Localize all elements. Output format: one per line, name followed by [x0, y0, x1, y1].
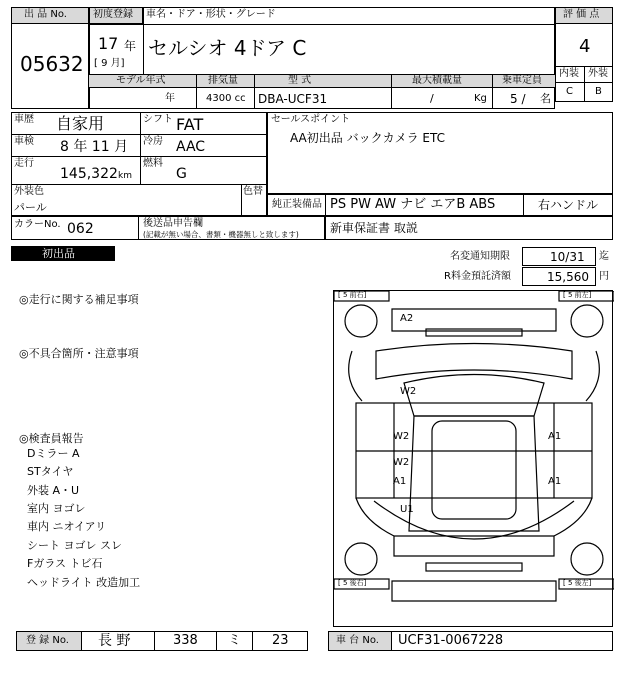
mark-front-left: A1 [548, 431, 562, 442]
remarks-inspector: ◎検査員報告 [19, 432, 84, 445]
first-listing-text: 初出品 [42, 247, 75, 260]
sales-point-text: AA初出品 バックカメラ ETC [290, 131, 445, 145]
recolor-label: 色替 [243, 186, 263, 197]
remarks-driving: ◎走行に関する補足事項 [19, 293, 139, 306]
tire-front-right: [ 5 前右] [338, 291, 367, 299]
chassis-label: 車 台 No. [336, 635, 379, 646]
postwarrant-label: 後送品申告欄 [143, 218, 203, 229]
score-value: 4 [579, 36, 591, 57]
load-value: / [430, 92, 434, 105]
capacity-value: 5 / [510, 92, 526, 106]
color-no-value: 062 [67, 221, 94, 237]
postwarrant-note: (記載が無い場合、書類・機器無しと致します) [143, 230, 299, 239]
reg-month: [ 9 月] [94, 58, 125, 69]
equipment-items: PS PW AW ナビ エアB ABS [330, 197, 496, 212]
name-label: 車名・ドア・形状・グレード [146, 9, 276, 20]
fuel-label: 燃料 [143, 158, 163, 169]
remark-line: 車内 ニオイアリ [27, 520, 107, 533]
displacement-value: 4300 cc [206, 93, 246, 104]
exterior-grade: B [595, 86, 602, 97]
tire-front-left: [ 5 前左] [563, 291, 592, 299]
ac-value: AAC [176, 139, 206, 155]
mark-rear-door-left: A1 [548, 476, 562, 487]
capacity-label: 乗車定員 [502, 75, 542, 86]
mark-rear-quarter: U1 [400, 504, 414, 515]
remark-line: STタイヤ [27, 465, 74, 478]
reg-no-label: 登 録 No. [26, 635, 69, 646]
mark-front-right: W2 [393, 431, 410, 442]
handle-value: 右ハンドル [538, 198, 599, 212]
displacement-label: 排気量 [208, 75, 238, 86]
mileage-label: 走行 [14, 158, 34, 169]
reg-label: 初度登録 [93, 9, 133, 20]
recycle-label: R料金預託済額 [444, 271, 511, 282]
ac-label: 冷房 [143, 136, 163, 147]
mileage-value: 145,322 [60, 166, 118, 182]
mark-front-bumper: A2 [400, 313, 414, 324]
sales-point-label: セールスポイント [271, 114, 351, 125]
inspection-label: 車検 [14, 136, 34, 147]
reg-region: 長 野 [98, 633, 131, 649]
deadline-label: 名変通知期限 [450, 251, 510, 262]
capacity-unit: 名 [540, 92, 551, 105]
color-no-label: カラーNo. [14, 219, 61, 230]
model-year-unit: 年 [165, 93, 175, 104]
reg-class-no: 338 [173, 633, 198, 648]
deadline-unit: 迄 [599, 251, 609, 262]
interior-grade: C [566, 86, 573, 97]
mark-rear-door-right-w: W2 [393, 457, 410, 468]
tire-rear-right: [ 5 後右] [338, 579, 367, 587]
model-code: DBA-UCF31 [258, 92, 328, 106]
remark-line: シート ヨゴレ スレ [27, 539, 122, 552]
remark-line: 室内 ヨゴレ [27, 502, 86, 515]
load-label: 最大積載量 [412, 75, 462, 86]
shift-label: シフト [143, 114, 173, 125]
shift-value: FAT [176, 115, 204, 134]
tire-rear-left: [ 5 後左] [563, 579, 592, 587]
lot-number: 05632 [20, 52, 84, 76]
extra-equipment: 新車保証書 取説 [330, 221, 418, 235]
color-label: 外装色 [14, 186, 44, 197]
car-outline [334, 291, 614, 628]
mark-hood: W2 [400, 386, 417, 397]
type-label: 型 式 [288, 75, 312, 86]
deadline-value: 10/31 [550, 250, 585, 264]
interior-label: 内装 [559, 68, 579, 79]
remark-line: 外装 A・U [27, 484, 80, 497]
fuel-value: G [176, 166, 187, 182]
exterior-label: 外装 [588, 68, 608, 79]
mark-rear-door-right-a: A1 [393, 476, 407, 487]
reg-kana: ミ [228, 633, 242, 648]
reg-number: 23 [272, 633, 289, 648]
model-year-label: モデル年式 [116, 75, 166, 86]
history-value: 自家用 [56, 114, 105, 133]
recycle-unit: 円 [599, 271, 609, 282]
reg-year: 17 [98, 34, 119, 53]
remark-line: ヘッドライト 改造加工 [27, 576, 141, 589]
car-diagram [333, 290, 613, 627]
color-value: パール [14, 201, 47, 214]
remark-line: Fガラス トビ石 [27, 557, 103, 570]
history-label: 車歴 [14, 114, 34, 125]
lot-label: 出 品 No. [24, 9, 67, 20]
details-box [11, 112, 267, 216]
remarks-defects: ◎不具合箇所・注意事項 [19, 347, 139, 360]
mileage-unit: km [118, 171, 132, 181]
equipment-label: 純正装備品 [272, 199, 322, 210]
reg-year-unit: 年 [124, 39, 137, 53]
load-unit: Kg [474, 93, 487, 104]
recycle-value: 15,560 [547, 270, 589, 284]
remark-line: Dミラー A [27, 447, 80, 460]
chassis-number: UCF31-0067228 [398, 633, 504, 648]
inspection-value: 8 年 11 月 [60, 139, 129, 155]
car-name: セルシオ 4ドア C [148, 36, 307, 60]
score-label: 評 価 点 [563, 9, 600, 20]
